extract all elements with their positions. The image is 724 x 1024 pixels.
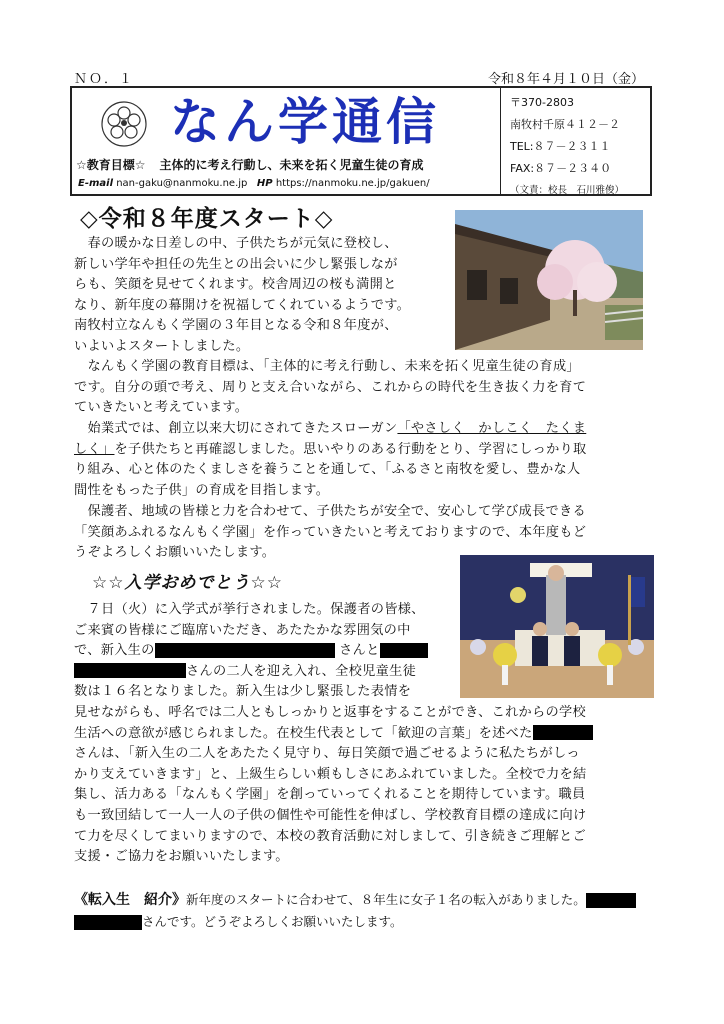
text-line: ていきたいと考えています。 — [74, 400, 249, 416]
education-goal — [76, 156, 424, 173]
text-line — [74, 911, 636, 933]
school-address: 南牧村千原４１２－２ — [510, 118, 620, 131]
redacted-name — [74, 915, 142, 930]
email-address[interactable]: nan-gaku@nanmoku.ne.jp — [116, 178, 248, 189]
school-seal-icon — [100, 100, 148, 148]
text-line — [74, 662, 593, 683]
text-line — [74, 419, 587, 440]
section-title-new-year: ◇令和８年度スタート◇ — [80, 206, 334, 232]
masthead-box — [70, 86, 652, 196]
text-span: 新年度のスタートに合わせて、８年生に女子１名の転入がありました。 — [186, 892, 586, 907]
section-title-entrance: ☆☆入学おめでとう☆☆ — [92, 573, 283, 593]
telephone: TEL:８７－２３１１ — [510, 140, 611, 153]
text-line: です。自分の頭で考え、周りと支え合いながら、これからの時代を生き抜く力を育て — [74, 379, 587, 395]
author-credit: （文責：校長 石川雅俊） — [510, 185, 625, 196]
section1-paragraph1 — [74, 234, 410, 358]
cherry-blossom-photo — [455, 210, 643, 350]
text-line: り組み、心と体のたくましさを養うことを通して、「ふるさと南牧を愛し、豊かな人 — [74, 462, 581, 478]
text-line: 新しい学年や担任の先生との出会いに少し緊張しなが — [74, 256, 398, 272]
text-line: ご来賓の皆様にご臨席いただき、あたたかな雰囲気の中 — [74, 622, 411, 638]
text-line: も一致団結して一人一人の子供の個性や可能性を伸ばし、学校教育目標の達成に向け — [74, 807, 587, 823]
transfer-title: 《転入生 紹介》 — [74, 892, 186, 908]
section1-paragraph3 — [74, 419, 587, 501]
fax: FAX:８７－２３４０ — [510, 162, 612, 175]
text-line: 保護者、地域の皆様と力を合わせて、子供たちが安全で、安心して学び成長できる — [74, 504, 586, 519]
text-span: で、新入生の — [74, 643, 155, 659]
text-line — [74, 641, 593, 662]
postal-code: 〒370-2803 — [510, 96, 574, 109]
text-line: 集し、活力ある「なんもく学園」を創っていってくれることを期待しています。職員 — [74, 787, 586, 803]
text-line: いよいよスタートしました。 — [74, 338, 250, 354]
text-span: 生活への意欲が感じられました。在校生代表として「歓迎の言葉」を述べた — [74, 725, 533, 741]
transfer-student-notice — [74, 889, 636, 933]
text-line: うぞよろしくお願いいたします。 — [74, 545, 276, 561]
issue-number: ＮＯ．１ — [74, 72, 135, 87]
goal-text: 主体的に考え行動し、未来を拓く児童生徒の育成 — [159, 158, 424, 172]
text-line: 見せながらも、呼名では二人ともしっかりと返事をすることができ、これからの学校 — [74, 704, 586, 720]
redacted-name — [586, 893, 636, 908]
slogan: 「やさしく かしこく たくま — [397, 421, 587, 436]
text-line: ７日（火）に入学式が挙行されました。保護者の皆様、 — [74, 602, 425, 617]
hp-label: HP — [256, 178, 273, 189]
text-line: 南牧村立なんもく学園の３年目となる令和８年度が、 — [74, 318, 398, 334]
text-span: さんの二人を迎え入れ、全校児童生徒 — [186, 663, 417, 679]
text-span: 始業式では、創立以来大切にされてきたスローガン — [74, 421, 398, 436]
section2-paragraph — [74, 600, 593, 868]
goal-label: ☆教育目標☆ — [76, 158, 146, 172]
redacted-name — [533, 725, 593, 740]
section1-paragraph2 — [74, 357, 586, 419]
slogan: しく」 — [74, 441, 115, 457]
text-span: さんと — [339, 643, 380, 659]
redacted-name — [155, 643, 335, 658]
redacted-name — [380, 643, 428, 658]
email-label: E-mail — [78, 178, 114, 189]
header-divider — [500, 88, 501, 194]
text-line — [74, 889, 636, 911]
text-line: て力を尽くしてまいりますので、本校の教育活動に対しまして、引き続きご理解とご — [74, 828, 586, 844]
contact-line — [78, 178, 430, 189]
text-line: 数は１６名となりました。新入生は少し緊張した表情を — [74, 684, 412, 700]
text-line: さんは、「新入生の二人をあたたく見守り、毎日笑顔で過ごせるように私たちがしっ — [74, 746, 580, 762]
homepage-link[interactable]: https://nanmoku.ne.jp/gakuen/ — [275, 178, 430, 189]
text-line — [74, 440, 587, 461]
text-span: を子供たちと再確認しました。思いやりのある行動をとり、学習にしっかり取 — [114, 441, 587, 457]
masthead-title: なん学通信 — [170, 93, 440, 151]
text-line: かり支えていきます」と、上級生らしい頼もしさにあふれていました。全校で力を結 — [74, 766, 587, 782]
text-line: 支援・ご協力をお願いいたします。 — [74, 849, 289, 865]
text-line: なんもく学園の教育目標は、「主体的に考え行動し、未来を拓く児童生徒の育成」 — [74, 359, 580, 374]
text-line: 間性をもった子供」の育成を目指します。 — [74, 482, 330, 498]
text-span: さんです。どうぞよろしくお願いいたします。 — [142, 914, 403, 929]
text-line: 春の暖かな日差しの中、子供たちが元気に登校し、 — [74, 236, 398, 251]
text-line — [74, 724, 593, 745]
redacted-name — [74, 663, 186, 678]
text-line: 「笑顔あふれるなんもく学園」を作っていきたいと考えておりますので、本年度もど — [74, 524, 587, 540]
text-line: なり、新年度の幕開けを祝福してくれているようです。 — [74, 297, 411, 313]
text-line: らも、笑顔を見せてくれます。校舎周辺の桜も満開と — [74, 277, 397, 293]
issue-date: 令和８年４月１０日（金） — [487, 72, 644, 87]
